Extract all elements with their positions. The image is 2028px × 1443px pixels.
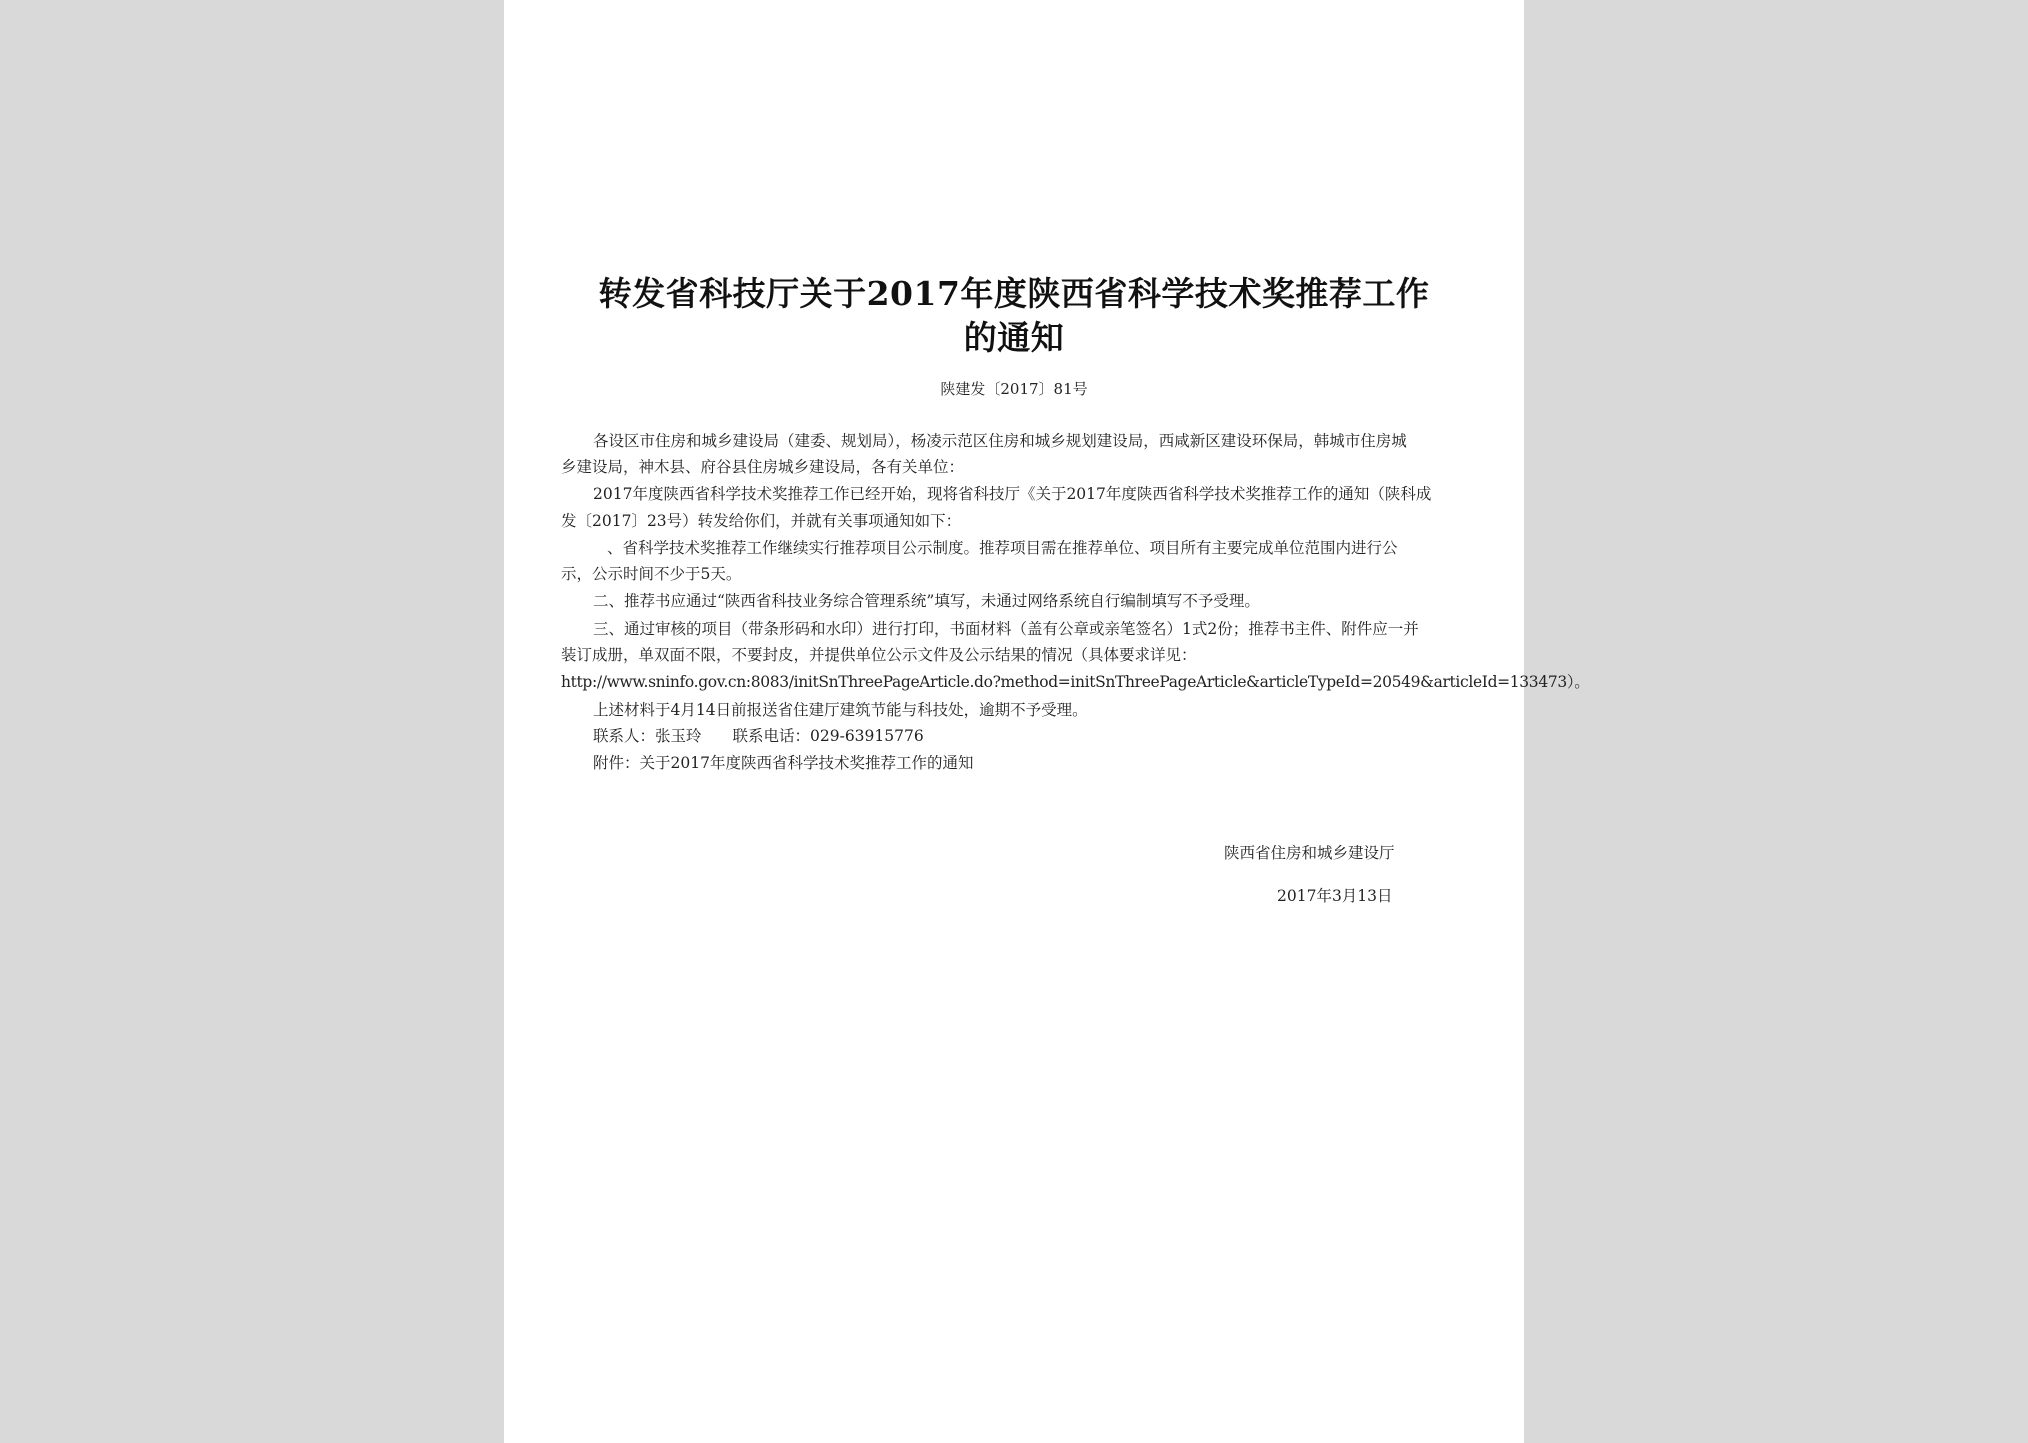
contact-line: 联系人：张玉玲 联系电话：029-63915776 [593,727,924,745]
signature-date: 2017年3月13日 [1277,887,1393,905]
document-number: 陕建发〔2017〕81号 [940,380,1088,398]
body-line: 各设区市住房和城乡建设局（建委、规划局），杨凌示范区住房和城乡规划建设局，西咸新区建设环保局，韩城市住房城 [593,432,1407,450]
document-title-line-1: 转发省科技厅关于2017年度陕西省科学技术奖推荐工作 [598,274,1430,313]
attachment-line: 附件：关于2017年度陕西省科学技术奖推荐工作的通知 [593,754,974,772]
body-line: 、省科学技术奖推荐工作继续实行推荐项目公示制度。推荐项目需在推荐单位、项目所有主要完成单位范围内进行公 [607,539,1398,557]
document-page [504,0,1590,1443]
signature-organization: 陕西省住房和城乡建设厅 [1224,844,1395,862]
document-title-line-2: 的通知 [963,318,1065,357]
body-line: 乡建设局，神木县、府谷县住房城乡建设局，各有关单位： [561,458,965,476]
body-line: 二、推荐书应通过“陕西省科技业务综合管理系统”填写，未通过网络系统自行编制填写不予受理。 [593,592,1260,610]
body-line: 三、通过审核的项目（带条形码和水印）进行打印，书面材料（盖有公章或亲笔签名）1式2份；推荐书主件、附件应一并 [593,620,1419,638]
body-line-url: http://www.sninfo.gov.cn:8083/initSnThreePageArticle.do?method=initSnThreePageArticle&articleTypeId=20549&articleId=133473）。 [561,673,1590,691]
body-line: 发〔2017〕23号）转发给你们，并就有关事项通知如下： [561,512,962,530]
body-line: 上述材料于4月14日前报送省住建厅建筑节能与科技处，逾期不予受理。 [593,701,1088,719]
body-line: 2017年度陕西省科学技术奖推荐工作已经开始，现将省科技厅《关于2017年度陕西省科学技术奖推荐工作的通知（陕科成 [593,485,1432,503]
body-line: 装订成册，单双面不限，不要封皮，并提供单位公示文件及公示结果的情况（具体要求详见： [561,646,1197,664]
body-line: 示，公示时间不少于5天。 [561,565,742,583]
